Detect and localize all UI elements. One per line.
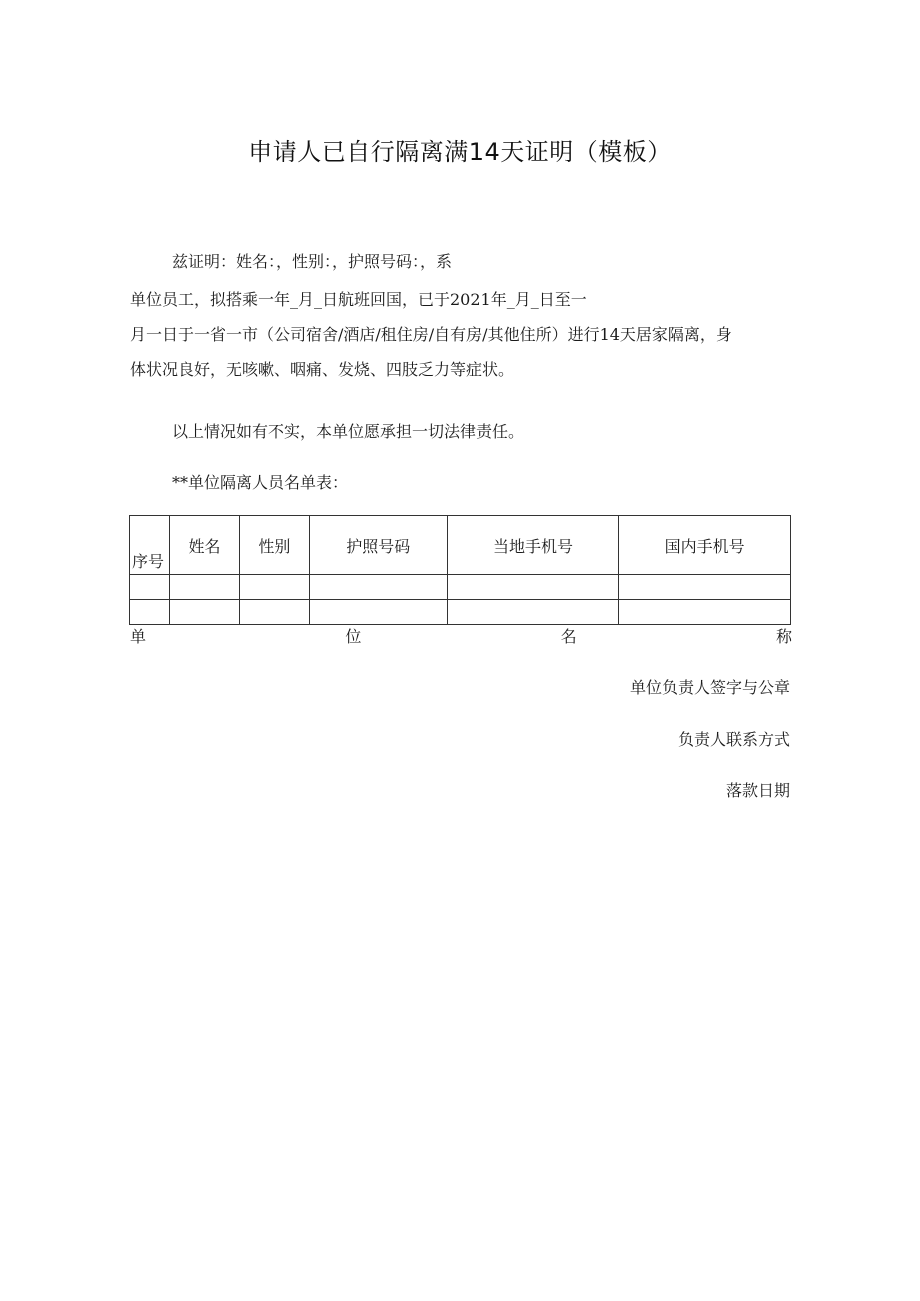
header-domestic-phone: 国内手机号 bbox=[619, 516, 791, 575]
signature-line: 单位负责人签字与公章 bbox=[629, 678, 790, 697]
paragraph-line-4: 体状况良好，无咳嗽、咽痛、发烧、四肢乏力等症状。 bbox=[130, 360, 515, 379]
document-title: 申请人已自行隔离满14天证明（模板） bbox=[248, 138, 672, 166]
header-local-phone: 当地手机号 bbox=[447, 516, 619, 575]
table-cell[interactable] bbox=[130, 600, 170, 625]
table-cell[interactable] bbox=[619, 600, 791, 625]
table-row bbox=[130, 575, 791, 600]
table-cell[interactable] bbox=[447, 575, 619, 600]
liability-statement: 以上情况如有不实，本单位愿承担一切法律责任。 bbox=[172, 422, 525, 441]
table-cell[interactable] bbox=[619, 575, 791, 600]
contact-line: 负责人联系方式 bbox=[677, 730, 790, 749]
table-cell[interactable] bbox=[309, 600, 447, 625]
table-caption: **单位隔离人员名单表： bbox=[172, 473, 349, 492]
unit-name-char: 名 bbox=[560, 627, 577, 646]
header-seq: 序号 bbox=[130, 516, 170, 575]
paragraph-line-2: 单位员工，拟搭乘一年_月_日航班回国，已于2021年_月_日至一 bbox=[130, 290, 587, 309]
table-cell[interactable] bbox=[239, 600, 309, 625]
header-passport: 护照号码 bbox=[309, 516, 447, 575]
header-name: 姓名 bbox=[170, 516, 240, 575]
table-row bbox=[130, 600, 791, 625]
date-line: 落款日期 bbox=[725, 781, 790, 800]
header-gender: 性别 bbox=[239, 516, 309, 575]
table-cell[interactable] bbox=[447, 600, 619, 625]
table-cell[interactable] bbox=[170, 575, 240, 600]
unit-name-char: 称 bbox=[775, 627, 792, 646]
unit-name-char: 单 bbox=[130, 627, 147, 646]
table-cell[interactable] bbox=[309, 575, 447, 600]
paragraph-line-1: 兹证明：姓名：，性别：，护照号码：，系 bbox=[172, 252, 453, 271]
table-cell[interactable] bbox=[130, 575, 170, 600]
unit-name-label bbox=[130, 627, 792, 647]
unit-name-char: 位 bbox=[345, 627, 362, 646]
table-cell[interactable] bbox=[170, 600, 240, 625]
quarantine-roster-table bbox=[129, 515, 791, 625]
table-cell[interactable] bbox=[239, 575, 309, 600]
table-header-row bbox=[130, 516, 791, 575]
paragraph-line-3: 月一日于一省一市（公司宿舍/酒店/租住房/自有房/其他住所）进行14天居家隔离，身 bbox=[130, 325, 732, 344]
